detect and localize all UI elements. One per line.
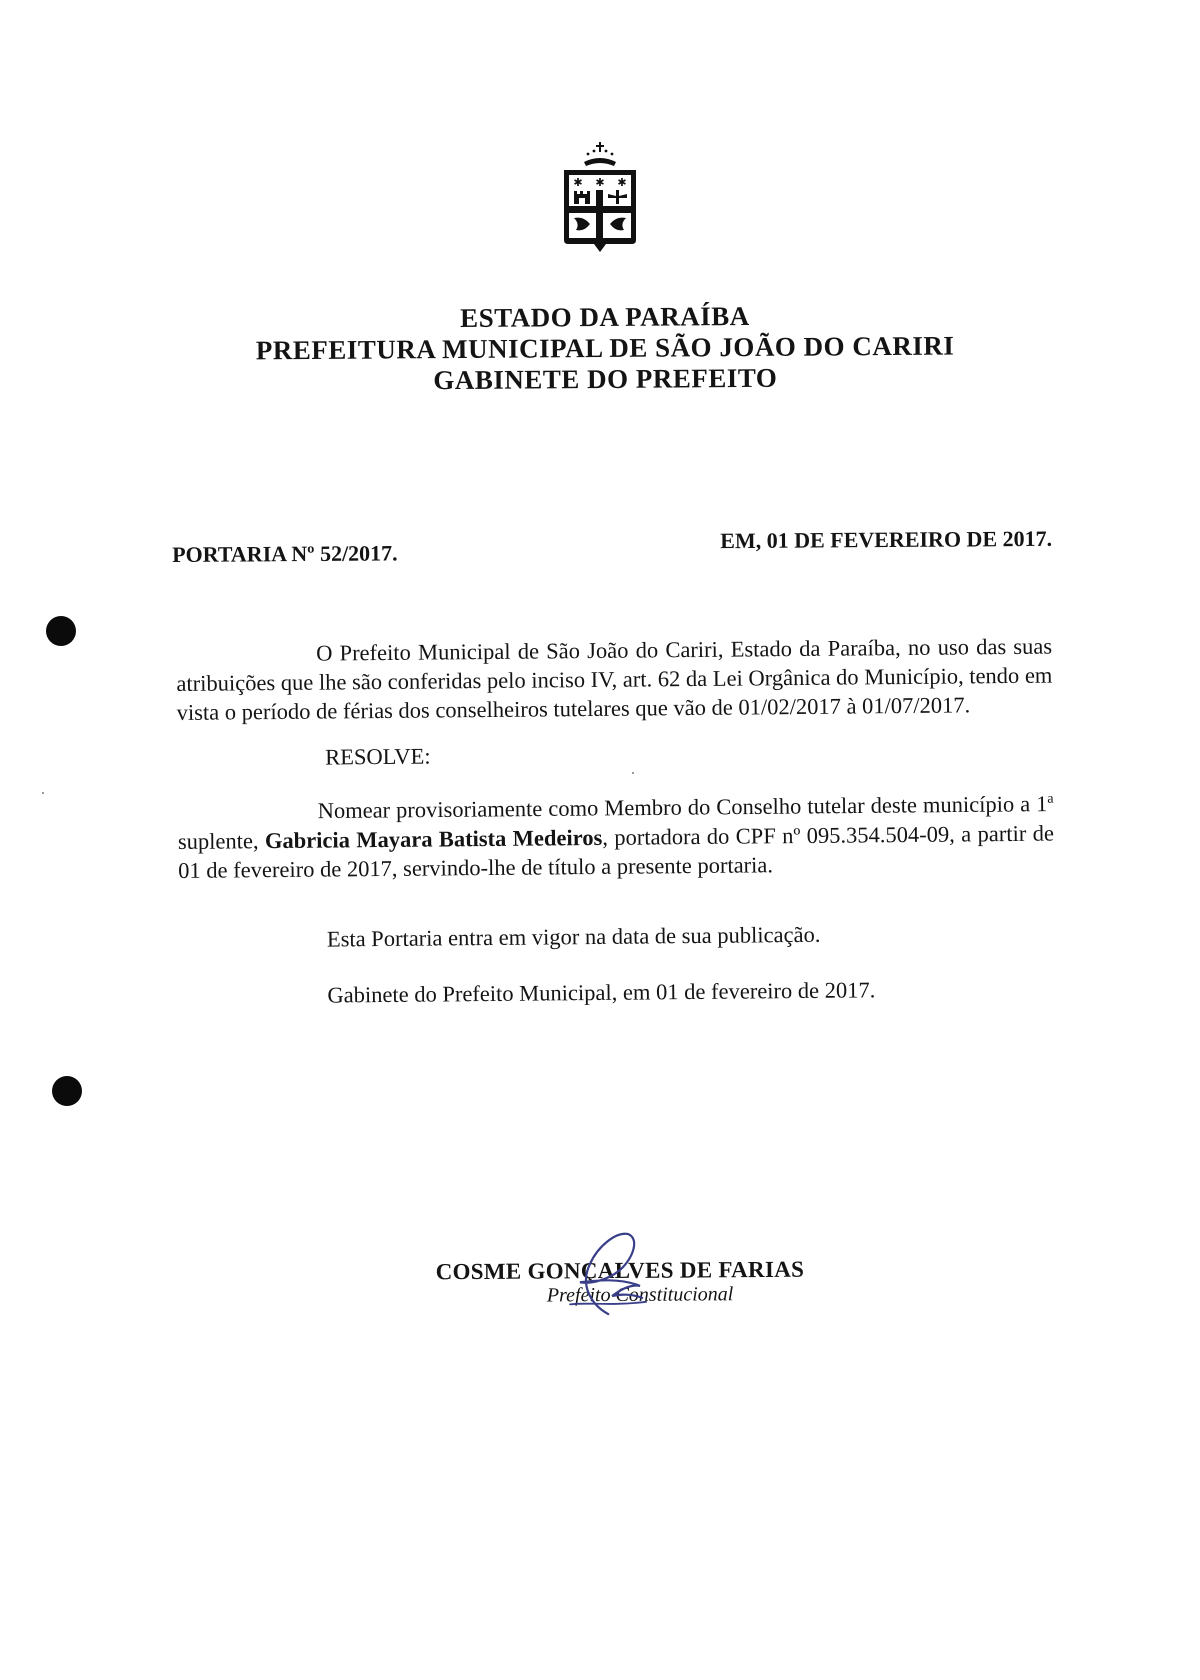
document-body xyxy=(176,632,1056,1011)
punch-hole-top xyxy=(46,616,76,646)
nomear-text-end: , portadora do CPF nº 095.354.504-09, a partir de 01 de fevereiro de 2017, servindo-lhe de título a presente portaria. xyxy=(178,820,1055,883)
nomear-text-mid: suplente, xyxy=(177,827,266,854)
punch-hole-bottom xyxy=(52,1076,82,1106)
svg-text:✱: ✱ xyxy=(573,176,583,189)
coat-of-arms-icon xyxy=(554,140,646,262)
portaria-line xyxy=(172,526,1052,566)
header-office: GABINETE DO PREFEITO xyxy=(433,362,778,396)
svg-text:✱: ✱ xyxy=(595,176,605,189)
signer-role: Prefeito Constitucional xyxy=(546,1283,734,1307)
portaria-date: EM, 01 DE FEVEREIRO DE 2017. xyxy=(720,525,1053,554)
portaria-number: PORTARIA Nº 52/2017. xyxy=(172,540,398,567)
scan-speck xyxy=(42,792,44,794)
header-prefecture: PREFEITURA MUNICIPAL DE SÃO JOÃO DO CARIRI xyxy=(255,330,955,366)
intro-paragraph: O Prefeito Municipal de São João do Cariri, Estado da Paraíba, no uso das suas atribuições que lhe são conferidas pelo inciso IV, art. 62 da Lei Orgânica do Município, tendo em vista o período de férias dos conselheiros tutelares que vão de 01/02/2017 à 01/07/2017. xyxy=(176,633,1053,725)
handwritten-signature-icon xyxy=(550,1224,661,1325)
resolve-heading: RESOLVE: xyxy=(325,743,431,770)
svg-text:✱: ✱ xyxy=(617,176,627,189)
document-header xyxy=(0,298,1200,399)
nomear-paragraph xyxy=(177,785,1054,885)
nomear-text-start: Nomear provisoriamente como Membro do Conselho tutelar deste município a 1 xyxy=(317,791,1048,824)
appointee-name: Gabricia Mayara Batista Medeiros xyxy=(264,824,603,853)
signer-name: COSME GONÇALVES DE FARIAS xyxy=(435,1256,805,1285)
header-state: ESTADO DA PARAÍBA xyxy=(460,300,750,333)
vigor-paragraph: Esta Portaria entra em vigor na data de sua publicação. xyxy=(326,921,821,952)
signature-block xyxy=(380,1256,860,1308)
ordinal-superscript: a xyxy=(1047,791,1054,807)
gabinete-paragraph: Gabinete do Prefeito Municipal, em 01 de fevereiro de 2017. xyxy=(327,976,876,1008)
